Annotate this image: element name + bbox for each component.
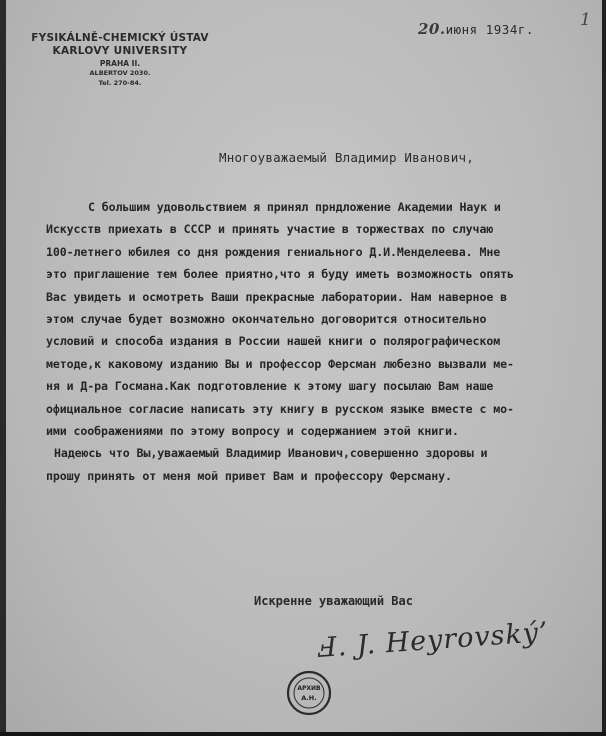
body-line: официальное согласие написать эту книгу в русском языке вместе с мо- bbox=[46, 401, 514, 416]
scan-bottom-edge bbox=[0, 732, 606, 736]
stamp-top-text: АРХИВ bbox=[297, 685, 321, 692]
body-line: Вас увидеть и осмотреть Ваши прекрасные лаборатории. Нам наверное в bbox=[46, 289, 507, 304]
body-line: условий и способа издания в России нашей книги о полярографическом bbox=[46, 334, 501, 349]
body-line: ими соображениями по этому вопросу и содержанием этой книги. bbox=[46, 424, 459, 439]
date-day: 20. bbox=[418, 20, 446, 38]
body-line: методе,к каковому изданию Вы и профессор Ферсман любезно вызвали ме- bbox=[46, 356, 514, 371]
letter-body bbox=[46, 196, 596, 487]
body-line: ня и Д-ра Госмана.Как подготовление к этому шагу посылаю Вам наше bbox=[46, 379, 494, 394]
letter-page bbox=[6, 0, 602, 732]
body-line: С большим удовольствием я принял прндложение Академии Наук и bbox=[88, 200, 501, 214]
body-line: 100-летнего юбилея со дня рождения гениального Д.И.Менделеева. Мне bbox=[46, 244, 501, 259]
body-line: Искусств приехать в СССР и принять участие в торжествах по случаю bbox=[46, 222, 494, 237]
letterhead-city: PRAHA II. bbox=[99, 59, 141, 68]
body-line: Надеюсь что Вы,уважаемый Владимир Иванович,совершенно здоровы и bbox=[54, 446, 488, 461]
signature: Ⅎ. J. Heyrovský’ bbox=[316, 616, 550, 664]
archive-stamp bbox=[286, 670, 332, 716]
closing-phrase: Искренне уважающий Вас bbox=[254, 594, 413, 608]
letterhead bbox=[20, 32, 220, 87]
body-line: этом случае будет возможно окончательно договорится относительно bbox=[46, 312, 487, 327]
letter-date bbox=[418, 20, 534, 38]
body-line: прошу принять от меня мой привет Вам и профессору Ферсману. bbox=[46, 468, 452, 483]
salutation: Многоуважаемый Владимир Иванович, bbox=[219, 150, 474, 165]
body-line: это приглашение тем более приятно,что я буду иметь возможность опять bbox=[46, 267, 514, 282]
letterhead-address: ALBERTOV 2030. bbox=[89, 69, 151, 77]
stamp-bottom-text: А.Н. bbox=[301, 694, 317, 702]
letterhead-phone: Tel. 270-84. bbox=[98, 79, 142, 87]
letterhead-university: KARLOVY UNIVERSITY bbox=[52, 45, 188, 57]
letterhead-institute: FYSIKÁLNĚ-CHEMICKÝ ÚSTAV bbox=[31, 32, 209, 44]
scan-right-edge bbox=[602, 0, 606, 736]
page-number: 1 bbox=[580, 10, 591, 30]
date-month-year: июня 1934г. bbox=[445, 22, 534, 37]
